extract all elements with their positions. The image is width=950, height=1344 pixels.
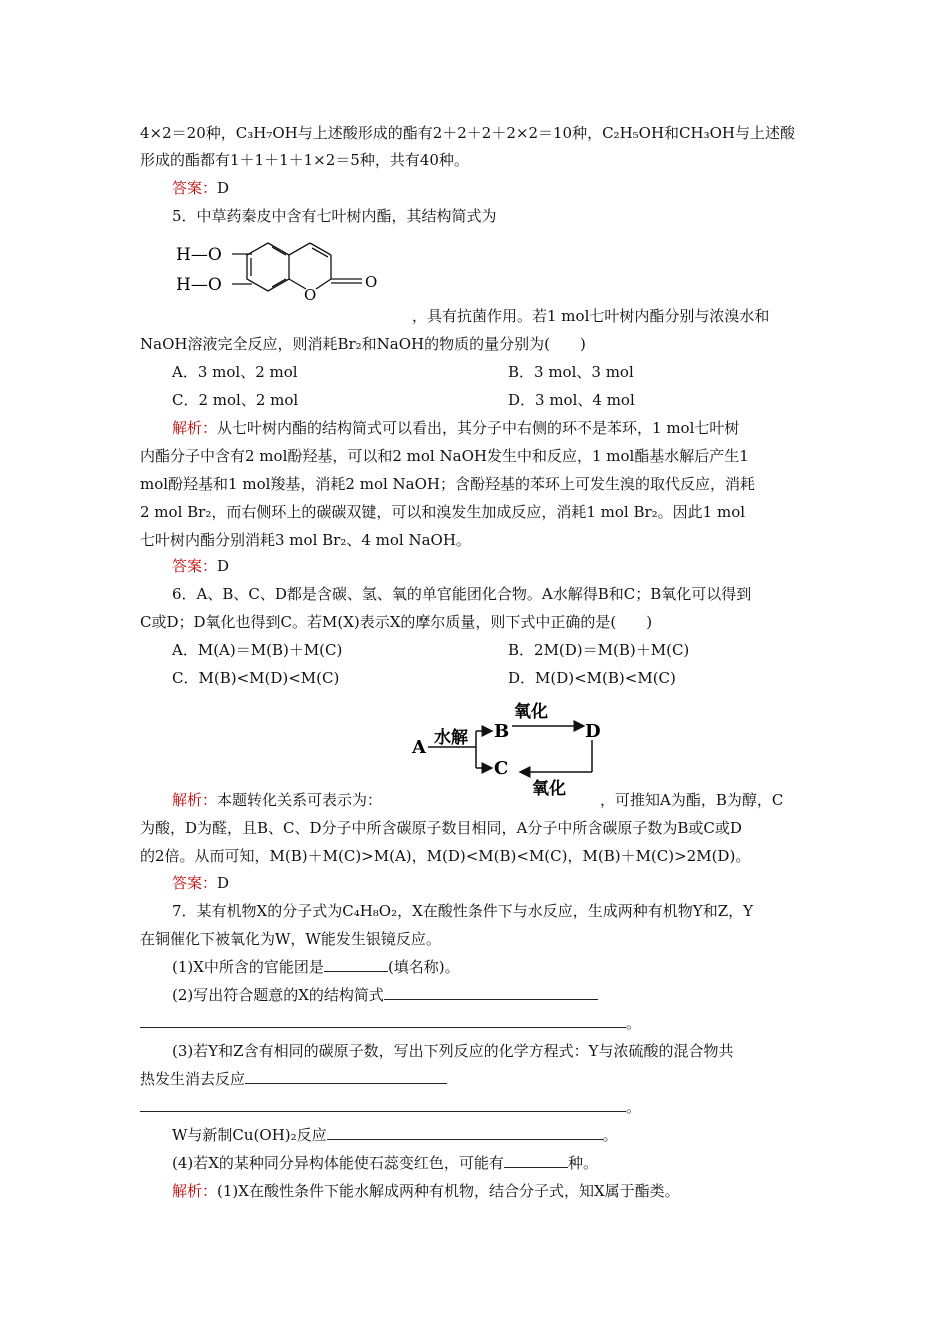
question-7-part3-line3: [172, 1125, 618, 1145]
analysis-text: ，可推知A为酯，B为醇，C: [600, 791, 784, 809]
oxidation-label-bottom: 氧化: [532, 779, 566, 799]
analysis-label: 解析：: [172, 419, 218, 437]
question-7-part1: [172, 957, 460, 977]
answer-blank-line: [140, 1013, 641, 1033]
period: 。: [626, 1014, 642, 1032]
question-6-line2: C或D；D氧化也得到C。若M(X)表示X的摩尔质量，则下式中正确的是( ): [140, 613, 653, 631]
oxidation-label-top: 氧化: [514, 702, 548, 722]
part-text: (填名称)。: [387, 958, 460, 976]
answer-blank[interactable]: [504, 1153, 568, 1168]
question-7-line2: 在铜催化下被氧化为W，W能发生银镜反应。: [140, 930, 441, 948]
option-c: C．2 mol、2 mol: [172, 391, 299, 409]
question-7-part4: [172, 1153, 598, 1173]
analysis-line: 的2倍。从而可知，M(B)＋M(C)>M(A)，M(D)<M(B)<M(C)，M(B)＋M(C)>2M(D)。: [140, 847, 751, 865]
analysis-text: (1)X在酸性条件下能水解成两种有机物，结合分子式，知X属于酯类。: [217, 1182, 680, 1200]
answer-value: D: [217, 557, 230, 575]
conversion-scheme: [408, 696, 608, 802]
analysis-line: 七叶树内酯分别消耗3 mol Br₂、4 mol NaOH。: [140, 531, 471, 549]
compound-a: A: [412, 737, 426, 758]
ring-bonds: [232, 243, 362, 291]
answer-blank[interactable]: [384, 985, 598, 1000]
answer-blank[interactable]: [327, 1125, 603, 1140]
text-line: 4×2＝20种，C₃H₇OH与上述酸形成的酯有2＋2＋2＋2×2＝10种，C₂H₅OH和CH₃OH与上述酸: [140, 124, 795, 142]
answer-blank[interactable]: [324, 957, 388, 972]
part-text: 热发生消去反应: [140, 1070, 246, 1088]
question-5-stem: 5．中草药秦皮中含有七叶树内酯，其结构简式为: [172, 207, 497, 225]
part-text: 种。: [567, 1154, 598, 1172]
answer-value: D: [217, 874, 230, 892]
analysis-label: 解析：: [172, 791, 218, 809]
answer-blank[interactable]: [140, 1013, 626, 1028]
answer-blank[interactable]: [245, 1069, 447, 1084]
question-6-line1: 6．A、B、C、D都是含碳、氢、氧的单官能团化合物。A水解得B和C；B氧化可以得到: [172, 585, 752, 603]
option-b: B．3 mol、3 mol: [508, 363, 634, 381]
text-line: 形成的酯都有1＋1＋1＋1×2＝5种，共有40种。: [140, 151, 469, 169]
question-7-part3: (3)若Y和Z含有相同的碳原子数，写出下列反应的化学方程式：Y与浓硫酸的混合物共: [172, 1042, 734, 1060]
ring-oxygen-label: O: [304, 286, 317, 304]
hydroxyl-label-bottom: H—O: [176, 275, 222, 295]
compound-b: B: [494, 721, 510, 742]
option-c: C．M(B)<M(D)<M(C): [172, 669, 340, 687]
answer-value: D: [217, 179, 230, 197]
option-d: D．M(D)<M(B)<M(C): [508, 669, 676, 687]
carbonyl-oxygen-label: O: [365, 273, 378, 291]
analysis-line: [172, 418, 739, 438]
analysis-line: 内酯分子中含有2 mol酚羟基，可以和2 mol NaOH发生中和反应，1 mol酯基水解后产生1: [140, 447, 749, 465]
analysis-line: [172, 790, 382, 810]
option-a: A．3 mol、2 mol: [172, 363, 298, 381]
answer-label: 答案：: [172, 557, 218, 575]
analysis-line: mol酚羟基和1 mol羧基，消耗2 mol NaOH；含酚羟基的苯环上可发生溴的取代反应，消耗: [140, 475, 755, 493]
answer-line: [172, 873, 229, 893]
hydrolysis-label: 水解: [434, 728, 468, 748]
answer-blank[interactable]: [140, 1097, 626, 1112]
part-text: (1)X中所含的官能团是: [172, 958, 324, 976]
answer-line: [172, 178, 229, 198]
option-b: B．2M(D)＝M(B)＋M(C): [508, 641, 690, 659]
question-5-tail: ，具有抗菌作用。若1 mol七叶树内酯分别与浓溴水和: [412, 307, 770, 325]
hydroxyl-label-top: H—O: [176, 245, 222, 265]
period: 。: [626, 1098, 642, 1116]
option-a: A．M(A)＝M(B)＋M(C): [172, 641, 343, 659]
analysis-line: 为酸，D为醛，且B、C、D分子中所含碳原子数目相同，A分子中所含碳原子数为B或C或D: [140, 819, 742, 837]
period: 。: [602, 1126, 618, 1144]
answer-label: 答案：: [172, 874, 218, 892]
analysis-text: 本题转化关系可表示为：: [217, 791, 383, 809]
question-7-part3-line2: [140, 1069, 447, 1089]
analysis-line: 2 mol Br₂，而右侧环上的碳碳双键，可以和溴发生加成反应，消耗1 mol Br₂。因此1 mol: [140, 503, 746, 521]
question-7-part2: [172, 985, 598, 1005]
answer-blank-line: [140, 1097, 641, 1117]
part-text: (4)若X的某种同分异构体能使石蕊变红色，可能有: [172, 1154, 504, 1172]
analysis-text: 从七叶树内酯的结构简式可以看出，其分子中右侧的环不是苯环，1 mol七叶树: [217, 419, 740, 437]
compound-c: C: [494, 758, 509, 779]
analysis-label: 解析：: [172, 1182, 218, 1200]
compound-d: D: [585, 721, 601, 742]
part-text: (2)写出符合题意的X的结构简式: [172, 986, 384, 1004]
part-text: W与新制Cu(OH)₂反应: [172, 1126, 327, 1144]
esculetin-structure: [172, 232, 412, 307]
option-d: D．3 mol、4 mol: [508, 391, 635, 409]
question-7-line1: 7．某有机物X的分子式为C₄H₈O₂，X在酸性条件下与水反应，生成两种有机物Y和Z，Y: [172, 902, 754, 920]
answer-label: 答案：: [172, 179, 218, 197]
analysis-line: [172, 1181, 680, 1201]
answer-line: [172, 556, 229, 576]
question-5-line2: NaOH溶液完全反应，则消耗Br₂和NaOH的物质的量分别为( ): [140, 335, 586, 353]
